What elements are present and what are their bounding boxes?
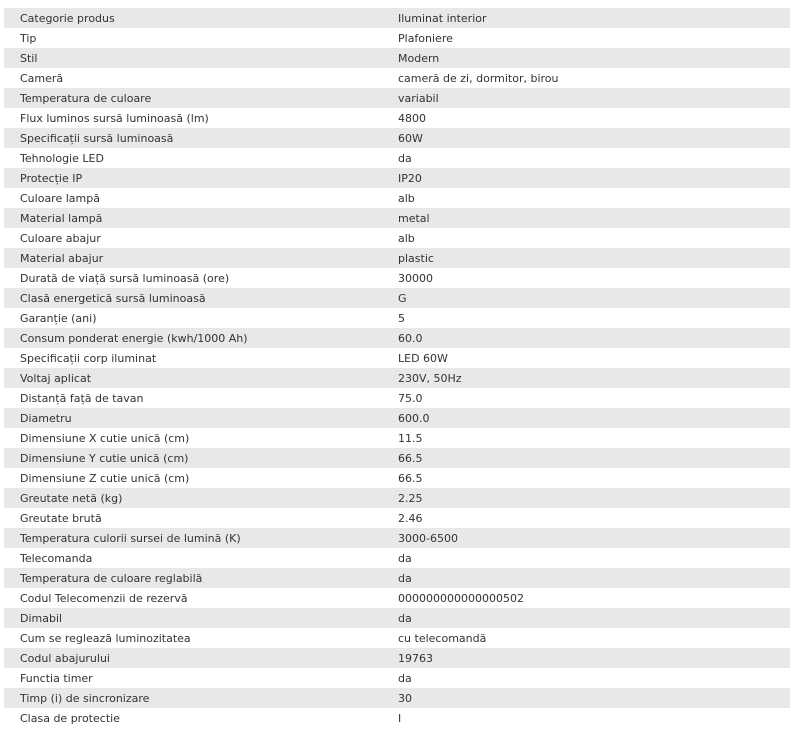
spec-label: Culoare abajur bbox=[20, 231, 101, 245]
spec-value: Plafoniere bbox=[398, 31, 453, 45]
spec-row-categorie-produs bbox=[4, 8, 790, 28]
spec-label: Stil bbox=[20, 51, 38, 65]
spec-value: 3000-6500 bbox=[398, 531, 458, 545]
spec-row-durata-viata bbox=[4, 268, 790, 288]
spec-value: metal bbox=[398, 211, 430, 225]
spec-row-dimensiune-x bbox=[4, 428, 790, 448]
spec-label: Flux luminos sursă luminoasă (lm) bbox=[20, 111, 209, 125]
spec-row-camera bbox=[4, 68, 790, 88]
spec-value: da bbox=[398, 671, 412, 685]
spec-value: I bbox=[398, 711, 402, 725]
spec-value: 75.0 bbox=[398, 391, 423, 405]
spec-label: Codul Telecomenzii de rezervă bbox=[20, 591, 188, 605]
spec-value: 30000 bbox=[398, 271, 433, 285]
spec-value: 66.5 bbox=[398, 451, 423, 465]
spec-table bbox=[4, 8, 790, 728]
spec-label: Voltaj aplicat bbox=[20, 371, 92, 385]
spec-row-material-abajur bbox=[4, 248, 790, 268]
spec-label: Greutate netă (kg) bbox=[20, 491, 123, 505]
spec-value: da bbox=[398, 611, 412, 625]
spec-row-distanta-tavan bbox=[4, 388, 790, 408]
spec-value: 5 bbox=[398, 311, 405, 325]
spec-value: Iluminat interior bbox=[398, 11, 487, 25]
spec-label: Tehnologie LED bbox=[20, 151, 104, 165]
spec-value: da bbox=[398, 551, 412, 565]
spec-label: Categorie produs bbox=[20, 11, 115, 25]
spec-value: 600.0 bbox=[398, 411, 430, 425]
spec-label: Dimensiune X cutie unică (cm) bbox=[20, 431, 190, 445]
spec-row-flux-luminos bbox=[4, 108, 790, 128]
spec-label: Telecomanda bbox=[20, 551, 93, 565]
spec-value: LED 60W bbox=[398, 351, 448, 365]
spec-label: Temperatura culorii sursei de lumină (K) bbox=[20, 531, 241, 545]
spec-row-voltaj bbox=[4, 368, 790, 388]
spec-row-culoare-lampa bbox=[4, 188, 790, 208]
spec-row-stil bbox=[4, 48, 790, 68]
spec-row-culoare-abajur bbox=[4, 228, 790, 248]
spec-value: 4800 bbox=[398, 111, 426, 125]
spec-label: Garanție (ani) bbox=[20, 311, 97, 325]
spec-value: plastic bbox=[398, 251, 434, 265]
spec-label: Consum ponderat energie (kwh/1000 Ah) bbox=[20, 331, 248, 345]
spec-label: Specificații corp iluminat bbox=[20, 351, 157, 365]
spec-label: Dimabil bbox=[20, 611, 63, 625]
spec-value: alb bbox=[398, 231, 415, 245]
spec-label: Cameră bbox=[20, 71, 64, 85]
spec-label: Specificații sursă luminoasă bbox=[20, 131, 174, 145]
spec-row-temperatura-reglabila bbox=[4, 568, 790, 588]
spec-row-specificatii-corp bbox=[4, 348, 790, 368]
spec-value: da bbox=[398, 151, 412, 165]
spec-label: Functia timer bbox=[20, 671, 93, 685]
spec-value: Modern bbox=[398, 51, 440, 65]
spec-value: 000000000000000502 bbox=[398, 591, 524, 605]
spec-label: Codul abajurului bbox=[20, 651, 110, 665]
spec-label: Dimensiune Y cutie unică (cm) bbox=[20, 451, 189, 465]
spec-row-clasa-protectie bbox=[4, 708, 790, 728]
spec-row-clasa-energetica bbox=[4, 288, 790, 308]
spec-row-dimensiune-y bbox=[4, 448, 790, 468]
spec-label: Cum se reglează luminozitatea bbox=[20, 631, 191, 645]
spec-value: 60.0 bbox=[398, 331, 423, 345]
spec-row-functia-timer bbox=[4, 668, 790, 688]
spec-label: Material lampă bbox=[20, 211, 103, 225]
spec-label: Diametru bbox=[20, 411, 72, 425]
spec-row-protectie-ip bbox=[4, 168, 790, 188]
spec-value: 60W bbox=[398, 131, 423, 145]
spec-value: G bbox=[398, 291, 407, 305]
spec-row-reglare-luminozitate bbox=[4, 628, 790, 648]
spec-value: IP20 bbox=[398, 171, 422, 185]
spec-label: Timp (i) de sincronizare bbox=[20, 691, 150, 705]
spec-value: 2.25 bbox=[398, 491, 423, 505]
spec-row-greutate-bruta bbox=[4, 508, 790, 528]
spec-value: variabil bbox=[398, 91, 439, 105]
spec-row-consum-energie bbox=[4, 328, 790, 348]
spec-label: Distanță față de tavan bbox=[20, 391, 144, 405]
spec-label: Clasă energetică sursă luminoasă bbox=[20, 291, 206, 305]
spec-row-dimabil bbox=[4, 608, 790, 628]
spec-label: Temperatura de culoare bbox=[20, 91, 152, 105]
spec-value: 11.5 bbox=[398, 431, 423, 445]
spec-label: Culoare lampă bbox=[20, 191, 100, 205]
spec-row-cod-abajur bbox=[4, 648, 790, 668]
spec-row-garantie bbox=[4, 308, 790, 328]
spec-label: Tip bbox=[20, 31, 37, 45]
spec-row-telecomanda bbox=[4, 548, 790, 568]
spec-row-cod-telecomanda bbox=[4, 588, 790, 608]
spec-row-dimensiune-z bbox=[4, 468, 790, 488]
spec-label: Temperatura de culoare reglabilă bbox=[20, 571, 203, 585]
spec-value: 2.46 bbox=[398, 511, 423, 525]
spec-value: 230V, 50Hz bbox=[398, 371, 462, 385]
spec-value: 19763 bbox=[398, 651, 433, 665]
spec-label: Material abajur bbox=[20, 251, 104, 265]
spec-value: 66.5 bbox=[398, 471, 423, 485]
spec-row-temperatura-culorii bbox=[4, 528, 790, 548]
spec-row-tip bbox=[4, 28, 790, 48]
spec-value: 30 bbox=[398, 691, 412, 705]
spec-label: Durată de viață sursă luminoasă (ore) bbox=[20, 271, 230, 285]
spec-label: Greutate brută bbox=[20, 511, 102, 525]
spec-value: alb bbox=[398, 191, 415, 205]
spec-row-greutate-neta bbox=[4, 488, 790, 508]
spec-value: cameră de zi, dormitor, birou bbox=[398, 71, 559, 85]
spec-row-specificatii-sursa bbox=[4, 128, 790, 148]
spec-value: da bbox=[398, 571, 412, 585]
spec-row-material-lampa bbox=[4, 208, 790, 228]
spec-row-tehnologie-led bbox=[4, 148, 790, 168]
spec-row-timp-sincronizare bbox=[4, 688, 790, 708]
spec-label: Dimensiune Z cutie unică (cm) bbox=[20, 471, 190, 485]
spec-row-temperatura-culoare bbox=[4, 88, 790, 108]
spec-label: Protecție IP bbox=[20, 171, 83, 185]
spec-value: cu telecomandă bbox=[398, 631, 487, 645]
spec-label: Clasa de protectie bbox=[20, 711, 120, 725]
spec-row-diametru bbox=[4, 408, 790, 428]
